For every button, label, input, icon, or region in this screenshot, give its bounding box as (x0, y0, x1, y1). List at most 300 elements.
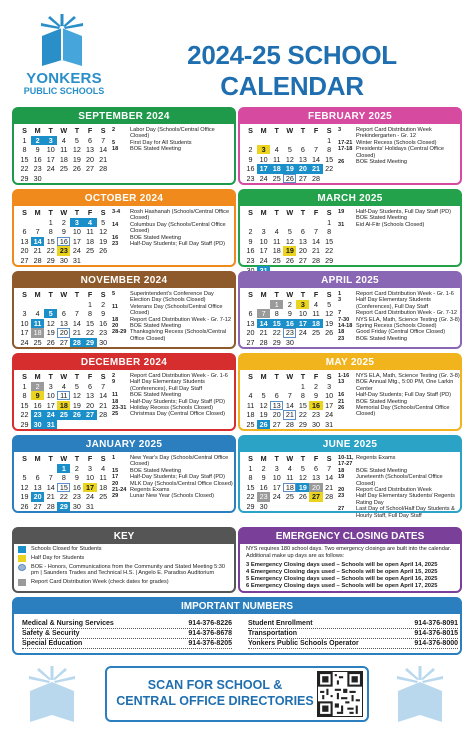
empty-day-cell (70, 174, 83, 183)
month-events (338, 455, 460, 519)
weekday-label: T (300, 290, 306, 299)
month-events (112, 373, 234, 418)
day-cell: 21 (99, 400, 108, 410)
day-cell: 1 (48, 217, 53, 227)
month-title: JUNE 2025 (240, 437, 460, 452)
event-item (112, 146, 234, 152)
day-cell: 26 (70, 410, 83, 419)
weekday-header (244, 372, 336, 382)
empty-day-cell (83, 174, 96, 183)
day-cell: 15 (20, 400, 29, 410)
phone-number[interactable]: 914-376-8000 (414, 640, 458, 647)
phone-number[interactable]: 914-376-8205 (188, 640, 232, 647)
legend-text: Report Card Distribution Week (check dates for grades) (31, 578, 169, 585)
event-date: 20 (338, 487, 345, 494)
week-row (244, 155, 336, 165)
event-item (338, 146, 460, 159)
day-cell: 3 (257, 145, 270, 154)
event-text: Half-Day Students, Full Day Staff (PD) BOE Stated Meeting (356, 209, 452, 222)
day-cell: 9 (314, 391, 319, 401)
phone-row (248, 619, 458, 629)
week-row (244, 246, 336, 256)
event-item (112, 304, 234, 317)
month-title: MARCH 2025 (240, 191, 460, 206)
event-date: 3 (338, 127, 342, 133)
weekday-label: F (87, 290, 93, 299)
day-cell: 24 (325, 410, 334, 420)
empty-day-cell (18, 300, 31, 309)
event-text: Memorial Day (Schools/Central Office Closed) (356, 405, 450, 418)
day-cell: 16 (246, 164, 255, 174)
day-cell: 15 (270, 319, 283, 328)
day-cell: 15 (325, 236, 334, 246)
empty-day-cell (97, 420, 110, 429)
event-text: BOE Stated Meeting (356, 398, 407, 405)
event-text: Regents Exams (130, 487, 170, 494)
day-cell: 21 (33, 246, 42, 256)
day-cell: 6 (274, 391, 279, 401)
day-cell: 8 (300, 391, 305, 401)
month-grid (244, 208, 336, 275)
empty-day-cell (309, 502, 322, 511)
event-text: Thanksgiving Recess (Schools/Central Office Closed) (130, 329, 227, 342)
day-cell: 14 (46, 482, 55, 492)
day-cell: 15 (86, 318, 95, 328)
empty-day-cell (323, 174, 336, 183)
day-cell: 29 (57, 502, 70, 511)
week-row (244, 401, 336, 411)
day-cell: 18 (31, 328, 44, 337)
day-cell: 14 (257, 319, 270, 328)
day-cell: 28 (99, 410, 108, 420)
day-cell: 19 (296, 483, 309, 492)
empty-day-cell (44, 174, 57, 183)
day-cell: 13 (59, 318, 68, 328)
weekday-label: S (248, 290, 253, 299)
day-cell: 13 (298, 236, 307, 246)
week-row (18, 328, 110, 338)
day-cell: 16 (57, 237, 70, 246)
weekday-header (244, 208, 336, 218)
day-cell: 22 (246, 492, 255, 502)
event-item (338, 379, 460, 392)
day-cell: 8 (22, 145, 27, 155)
event-item (112, 411, 234, 417)
phone-label: Yonkers Public Schools Operator (248, 640, 359, 647)
day-cell: 23 (57, 246, 70, 255)
phone-number[interactable]: 914-376-8091 (414, 620, 458, 627)
month-events (338, 373, 460, 418)
day-cell: 19 (283, 246, 296, 255)
event-date: 27 (338, 506, 345, 513)
month-grid (18, 208, 110, 266)
header (0, 0, 474, 104)
month-title: JANUARY 2025 (14, 437, 234, 452)
day-cell: 17 (20, 328, 29, 338)
weekday-label: T (74, 372, 80, 381)
weekday-label: M (260, 208, 267, 217)
day-cell: 24 (46, 164, 55, 174)
event-text: Report Card Distribution Week Prekindergarten - Gr. 12 (356, 127, 432, 140)
event-text: Half Day Elementary Students (Conferences), Full Day Staff (356, 297, 431, 310)
day-cell: 16 (283, 319, 296, 328)
event-text: Veterans Day (Schools/Central Office Closed) (130, 303, 223, 317)
day-cell: 11 (286, 473, 294, 483)
day-cell: 6 (61, 309, 66, 319)
weekday-label: F (313, 290, 319, 299)
empty-day-cell (257, 218, 270, 227)
event-item (338, 336, 460, 342)
day-cell: 7 (74, 309, 79, 319)
weekday-label: M (260, 126, 267, 135)
day-cell: 31 (44, 420, 57, 429)
day-cell: 26 (325, 328, 334, 338)
legend-swatch (18, 555, 26, 562)
day-cell: 7 (35, 227, 40, 237)
event-text: Half-Day Students; Full Day Staff (PD) (356, 392, 452, 399)
empty-day-cell (283, 136, 296, 145)
event-date: 3-4 (112, 209, 121, 215)
day-cell: 20 (309, 483, 322, 492)
day-cell: 5 (74, 381, 79, 391)
day-cell: 27 (298, 173, 307, 183)
event-item (112, 379, 234, 392)
week-row (244, 492, 336, 502)
weekday-label: W (60, 126, 68, 135)
day-cell: 24 (20, 337, 29, 347)
day-cell: 7 (101, 135, 106, 145)
week-row (18, 410, 110, 420)
month-title: OCTOBER 2024 (14, 191, 234, 206)
month-title: APRIL 2025 (240, 273, 460, 288)
day-cell: 6 (88, 135, 93, 145)
month-grid (18, 290, 110, 348)
day-cell: 4 (248, 391, 253, 401)
day-cell: 13 (312, 473, 321, 483)
event-date: 23 (338, 335, 345, 342)
event-date: 5 (112, 291, 116, 297)
day-cell: 5 (44, 309, 57, 318)
empty-day-cell (31, 218, 44, 227)
important-numbers-title: IMPORTANT NUMBERS (14, 599, 460, 614)
month-card-oct (12, 189, 236, 267)
day-cell: 21 (259, 328, 268, 338)
day-cell: 17 (46, 400, 55, 410)
day-cell: 19 (99, 236, 108, 246)
week-row (244, 227, 336, 237)
event-date: 19 (338, 209, 345, 215)
month-grid (18, 454, 110, 512)
legend-text: Schools Closed for Students (31, 546, 102, 552)
weekday-label: W (60, 208, 68, 217)
event-text: Winter Recess (Schools Closed) (356, 139, 437, 146)
event-text: Regents Exams (356, 455, 396, 461)
event-item (338, 222, 460, 228)
weekday-label: S (22, 208, 27, 217)
day-cell: 18 (99, 482, 108, 492)
phone-label: Special Education (22, 640, 83, 647)
month-events (338, 291, 460, 342)
day-cell: 29 (20, 419, 29, 429)
event-text: BOE Annual Mtg., 5:00 PM, One Larkin Center (356, 379, 454, 392)
day-cell: 14 (325, 473, 334, 483)
day-cell: 13 (33, 482, 42, 492)
day-cell: 7 (327, 463, 332, 473)
month-title: NOVEMBER 2024 (14, 273, 234, 288)
event-text: Labor Day (Schools/Central Office Closed) (130, 127, 215, 140)
day-cell: 6 (88, 381, 93, 391)
weekday-label: S (248, 208, 253, 217)
event-text: Spring Recess (Schools Closed) (356, 323, 437, 330)
empty-day-cell (244, 218, 257, 227)
week-row (18, 246, 110, 256)
day-cell: 31 (72, 255, 81, 265)
weekday-label: W (286, 126, 294, 135)
day-cell: 11 (273, 236, 281, 246)
day-cell: 18 (309, 319, 322, 328)
day-cell: 29 (325, 255, 334, 265)
event-item (338, 127, 460, 140)
day-cell: 1 (57, 464, 70, 473)
day-cell: 30 (59, 255, 68, 265)
day-cell: 28 (46, 501, 55, 511)
day-cell: 6 (314, 463, 319, 473)
day-cell: 5 (74, 135, 79, 145)
day-cell: 27 (86, 164, 95, 174)
event-text: BOE Stated Meeting (130, 392, 181, 399)
important-numbers-panel (12, 597, 462, 655)
week-row (18, 256, 110, 266)
day-cell: 29 (246, 501, 255, 511)
day-cell: 6 (35, 473, 40, 483)
week-row (244, 338, 336, 348)
event-item (338, 159, 460, 165)
day-cell: 20 (272, 410, 281, 420)
day-cell: 3 (296, 300, 309, 309)
day-cell: 23 (99, 328, 108, 338)
event-date: 18 (112, 398, 119, 405)
event-item (112, 209, 234, 222)
day-cell: 25 (86, 246, 95, 256)
week-row (18, 237, 110, 247)
day-cell: 3 (22, 309, 27, 319)
day-cell: 21 (283, 410, 296, 419)
day-cell: 9 (248, 154, 253, 164)
day-cell: 12 (298, 473, 307, 483)
month-title: MAY 2025 (240, 355, 460, 370)
day-cell: 28 (312, 255, 321, 265)
event-text: New Year's Day (Schools/Central Office Closed) (130, 455, 229, 468)
day-cell: 23 (283, 328, 296, 337)
day-cell: 13 (86, 391, 95, 401)
day-cell: 1 (327, 135, 332, 145)
event-date: 21 (338, 398, 345, 405)
week-row (18, 309, 110, 319)
month-events (112, 127, 234, 153)
day-cell: 4 (35, 309, 40, 319)
week-row (244, 391, 336, 401)
day-cell: 17 (272, 482, 281, 492)
week-row (244, 164, 336, 174)
day-cell: 11 (86, 227, 94, 237)
emergency-title: EMERGENCY CLOSING DATES (240, 529, 460, 544)
day-cell: 18 (57, 401, 70, 410)
day-cell: 1 (327, 217, 332, 227)
day-cell: 2 (314, 381, 319, 391)
month-events (112, 209, 234, 247)
day-cell: 23 (33, 164, 42, 174)
event-item (112, 127, 234, 140)
day-cell: 25 (312, 328, 321, 338)
weekday-label: T (48, 290, 53, 299)
weekday-label: S (326, 454, 332, 463)
day-cell: 22 (325, 246, 334, 256)
day-cell: 21 (46, 492, 55, 502)
day-cell: 10 (46, 145, 55, 155)
month-title: DECEMBER 2024 (14, 355, 234, 370)
weekday-label: T (300, 126, 306, 135)
day-cell: 1 (22, 135, 27, 145)
legend-swatch (18, 579, 26, 586)
event-text: Eid Al-Fitr (Schools Closed) (356, 221, 425, 228)
day-cell: 13 (86, 145, 95, 155)
day-cell: 22 (46, 246, 55, 256)
week-row (244, 502, 336, 512)
weekday-label: T (74, 454, 80, 463)
empty-day-cell (57, 300, 70, 309)
event-text: Half Day Elementary Students/ Regents Rating Day (356, 493, 455, 506)
day-cell: 16 (259, 482, 268, 492)
day-cell: 24 (86, 492, 95, 502)
phone-number[interactable]: 914-376-8678 (188, 630, 232, 637)
event-date: 11 (112, 392, 118, 399)
day-cell: 11 (57, 391, 70, 400)
day-cell: 14 (285, 400, 294, 410)
day-cell: 4 (83, 218, 96, 227)
legend-item (18, 546, 230, 553)
scan-directories-box[interactable] (105, 666, 369, 722)
empty-day-cell (296, 502, 309, 511)
day-cell: 20 (31, 492, 44, 501)
empty-day-cell (44, 464, 57, 473)
week-row (18, 300, 110, 310)
event-date: 5 (112, 139, 116, 146)
day-cell: 5 (261, 391, 266, 401)
day-cell: 23 (246, 255, 255, 265)
event-text: Superintendent's Conference Day Election Day (Schools Closed) (130, 291, 214, 304)
event-date: 18 (338, 329, 345, 336)
weekday-label: W (60, 290, 68, 299)
day-cell: 18 (270, 164, 283, 173)
month-title: SEPTEMBER 2024 (14, 109, 234, 124)
event-item (112, 291, 234, 304)
day-cell: 25 (33, 337, 42, 347)
empty-day-cell (83, 256, 96, 265)
emergency-item: 3 Emergency Closing days used – Schools will be open April 14, 2025 (246, 562, 438, 569)
event-text: Half-Day Students; Full Day Staff (PD) (130, 398, 226, 405)
day-cell: 2 (248, 145, 253, 155)
day-cell: 10 (20, 318, 29, 328)
empty-day-cell (18, 464, 31, 473)
phone-number[interactable]: 914-376-8015 (414, 630, 458, 637)
day-cell: 20 (20, 246, 29, 256)
empty-day-cell (257, 136, 270, 145)
day-cell: 18 (283, 483, 296, 492)
event-text: Holiday Recess (Schools Closed) (130, 405, 214, 412)
event-item (338, 297, 460, 310)
weekday-header (18, 454, 110, 464)
day-cell: 23 (312, 410, 321, 420)
day-cell: 20 (57, 328, 70, 337)
day-cell: 28 (70, 338, 83, 347)
day-cell: 30 (99, 337, 108, 347)
weekday-label: W (286, 454, 294, 463)
event-date: 21-24 (112, 487, 127, 494)
day-cell: 15 (246, 482, 255, 492)
weekday-label: S (100, 208, 106, 217)
week-row (18, 164, 110, 174)
day-cell: 26 (283, 174, 296, 183)
day-cell: 19 (325, 318, 334, 328)
day-cell: 25 (272, 173, 281, 183)
event-item (338, 493, 460, 506)
day-cell: 15 (46, 236, 55, 246)
day-cell: 9 (101, 309, 106, 319)
empty-day-cell (283, 382, 296, 391)
day-cell: 12 (259, 400, 268, 410)
day-cell: 17 (259, 246, 268, 256)
weekday-label: S (22, 454, 27, 463)
event-text: MLK Day (Schools/Central Office Closed) (130, 480, 233, 487)
day-cell: 25 (59, 164, 68, 174)
scan-line-1: SCAN FOR SCHOOL & (147, 678, 283, 692)
day-cell: 12 (20, 482, 29, 492)
day-cell: 3 (327, 381, 332, 391)
phone-row (22, 619, 232, 629)
week-row (244, 420, 336, 430)
day-cell: 25 (246, 419, 255, 429)
day-cell: 4 (274, 227, 279, 237)
day-cell: 29 (20, 173, 29, 183)
day-cell: 14 (312, 154, 321, 164)
event-date: 26 (338, 405, 345, 412)
weekday-label: S (100, 454, 106, 463)
day-cell: 10 (272, 473, 281, 483)
event-item (112, 222, 234, 235)
day-cell: 16 (33, 154, 42, 164)
day-cell: 4 (274, 145, 279, 155)
weekday-label: T (274, 126, 279, 135)
empty-day-cell (270, 218, 283, 227)
month-card-dec (12, 353, 236, 431)
day-cell: 29 (298, 419, 307, 429)
weekday-label: M (34, 372, 41, 381)
day-cell: 24 (72, 246, 81, 256)
day-cell: 9 (61, 227, 66, 237)
phone-number[interactable]: 914-376-8226 (188, 620, 232, 627)
weekday-label: T (300, 454, 306, 463)
qr-code-icon[interactable] (317, 671, 363, 717)
day-cell: 6 (300, 145, 305, 155)
key-panel (12, 527, 236, 593)
event-text: BOE Stated Meeting (130, 234, 181, 241)
phone-row (248, 639, 458, 649)
event-text: Presidents' Holidays (Central Office Closed) (356, 146, 445, 159)
weekday-label: S (100, 372, 106, 381)
day-cell: 8 (61, 473, 66, 483)
legend-item (18, 555, 230, 562)
weekday-label: W (286, 290, 294, 299)
